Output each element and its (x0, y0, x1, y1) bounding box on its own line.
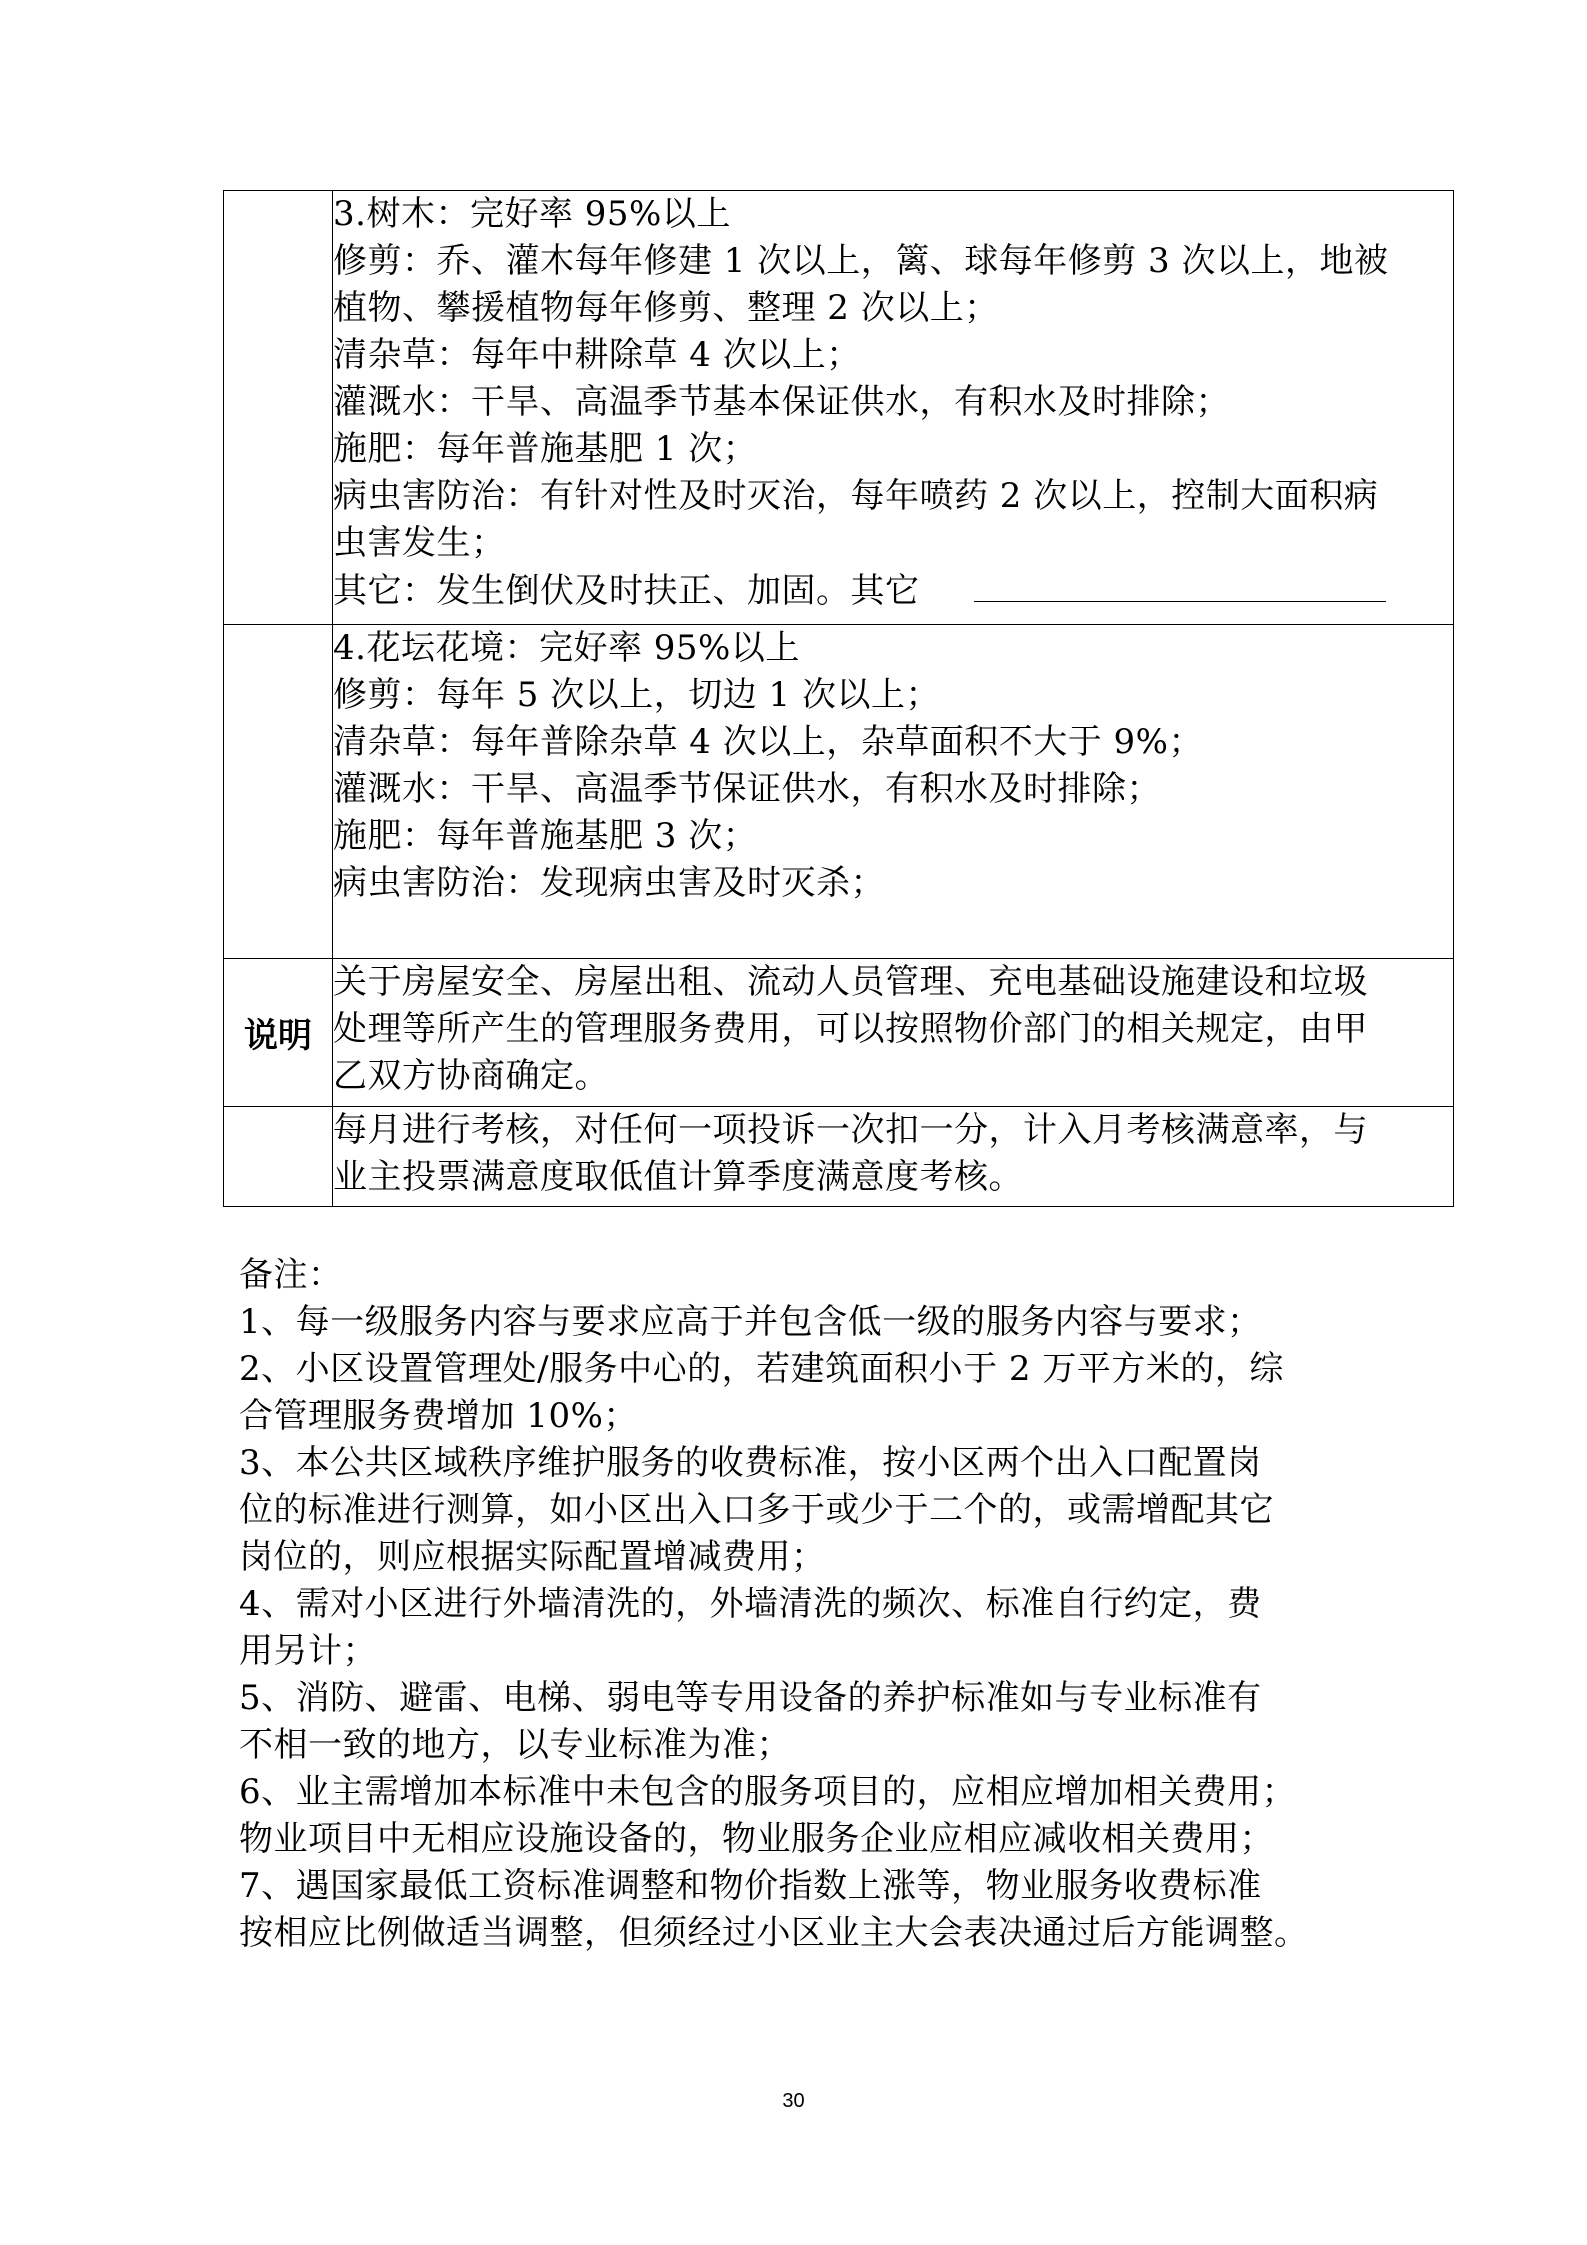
trees-other-text: 其它：发生倒伏及时扶正、加固。其它 (333, 571, 920, 611)
remarks-section (239, 1252, 1459, 1957)
remarks-heading: 备注： (239, 1255, 343, 1295)
assessment-row (224, 1107, 1454, 1207)
remarks-line: 7、遇国家最低工资标准调整和物价指数上涨等，物业服务收费标准 (239, 1866, 1262, 1906)
trees-line: 病虫害防治：有针对性及时灭治，每年喷药 2 次以上，控制大面积病 (333, 476, 1379, 516)
remarks-line: 5、消防、避雷、电梯、弱电等专用设备的养护标准如与专业标准有 (239, 1678, 1262, 1718)
remarks-line: 位的标准进行测算，如小区出入口多于或少于二个的，或需增配其它 (239, 1490, 1274, 1530)
trees-label-cell (224, 191, 333, 625)
trees-line: 清杂草：每年中耕除草 4 次以上； (333, 335, 861, 375)
trees-line: 修剪：乔、灌木每年修建 1 次以上，篱、球每年修剪 3 次以上，地被 (333, 241, 1389, 281)
remarks-line: 4、需对小区进行外墙清洗的，外墙清洗的频次、标准自行约定，费 (239, 1584, 1262, 1624)
trees-other-line (333, 567, 1453, 615)
remarks-line: 合管理服务费增加 10%； (239, 1396, 638, 1436)
note-label: 说明 (224, 959, 333, 1107)
note-line: 关于房屋安全、房屋出租、流动人员管理、充电基础设施建设和垃圾 (333, 962, 1368, 1002)
flower-beds-label-cell (224, 625, 333, 959)
assessment-content-cell (333, 1107, 1454, 1207)
trees-line: 3.树木：完好率 95%以上 (333, 194, 731, 234)
assessment-label-cell (224, 1107, 333, 1207)
remarks-line: 3、本公共区域秩序维护服务的收费标准，按小区两个出入口配置岗 (239, 1443, 1262, 1483)
assessment-line: 每月进行考核，对任何一项投诉一次扣一分，计入月考核满意率，与 (333, 1110, 1368, 1150)
flower-beds-line: 施肥：每年普施基肥 3 次； (333, 816, 758, 856)
flower-beds-line: 灌溉水：干旱、高温季节保证供水，有积水及时排除； (333, 769, 1161, 809)
service-standard-table (223, 190, 1454, 1207)
flower-beds-line: 清杂草：每年普除杂草 4 次以上，杂草面积不大于 9%； (333, 722, 1203, 762)
trees-content-cell (333, 191, 1454, 625)
note-content-cell (333, 959, 1454, 1107)
note-row (224, 959, 1454, 1107)
trees-line: 植物、攀援植物每年修剪、整理 2 次以上； (333, 288, 999, 328)
remarks-line: 物业项目中无相应设施设备的，物业服务企业应相应减收相关费用； (239, 1819, 1274, 1859)
trees-row (224, 191, 1454, 625)
flower-beds-line: 病虫害防治：发现病虫害及时灭杀； (333, 863, 885, 903)
remarks-line: 6、业主需增加本标准中未包含的服务项目的，应相应增加相关费用； (239, 1772, 1297, 1812)
trees-line: 灌溉水：干旱、高温季节基本保证供水，有积水及时排除； (333, 382, 1230, 422)
note-line: 处理等所产生的管理服务费用，可以按照物价部门的相关规定，由甲 (333, 1009, 1368, 1049)
trees-line: 施肥：每年普施基肥 1 次； (333, 429, 758, 469)
remarks-line: 不相一致的地方，以专业标准为准； (239, 1725, 791, 1765)
remarks-line: 按相应比例做适当调整，但须经过小区业主大会表决通过后方能调整。 (239, 1913, 1309, 1953)
assessment-line: 业主投票满意度取低值计算季度满意度考核。 (333, 1157, 1023, 1197)
remarks-line: 用另计； (239, 1631, 377, 1671)
remarks-line: 2、小区设置管理处/服务中心的，若建筑面积小于 2 万平方米的，综 (239, 1349, 1284, 1389)
flower-beds-line: 4.花坛花境：完好率 95%以上 (333, 628, 800, 668)
flower-beds-content-cell (333, 625, 1454, 959)
remarks-line: 岗位的，则应根据实际配置增减费用； (239, 1537, 826, 1577)
flower-beds-line: 修剪：每年 5 次以上，切边 1 次以上； (333, 675, 940, 715)
remarks-line: 1、每一级服务内容与要求应高于并包含低一级的服务内容与要求； (239, 1302, 1262, 1342)
flower-beds-row (224, 625, 1454, 959)
page-number: 30 (782, 2090, 805, 2112)
fill-in-blank-underline (974, 567, 1386, 602)
trees-line: 虫害发生； (333, 523, 506, 563)
note-line: 乙双方协商确定。 (333, 1056, 609, 1096)
